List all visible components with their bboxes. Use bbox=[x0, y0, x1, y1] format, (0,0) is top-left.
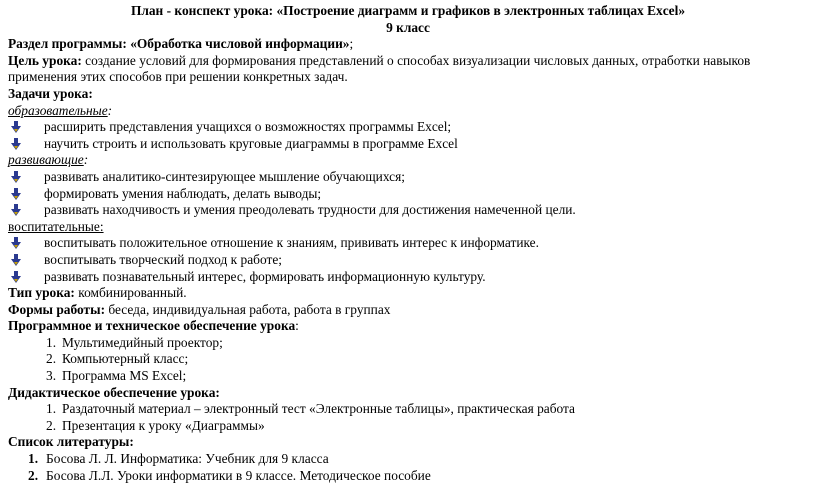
lesson-type-value: комбинированный. bbox=[74, 285, 187, 301]
group-title: образовательные bbox=[8, 102, 108, 118]
list-item: воспитывать положительное отношение к знаниям, прививать интерес к информатике. bbox=[8, 235, 816, 252]
list-item: 2. Компьютерный класс; bbox=[46, 351, 189, 367]
section-value: «Обработка числовой информации» bbox=[126, 36, 350, 52]
arrow-down-icon bbox=[11, 138, 21, 150]
arrow-down-icon bbox=[11, 121, 21, 133]
group-title: воспитательные: bbox=[8, 218, 104, 234]
group-heading-educational: образовательные: bbox=[8, 102, 113, 118]
section-suffix: ; bbox=[349, 36, 354, 52]
list-item: 1. Босова Л. Л. Информатика: Учебник для 9 класса bbox=[28, 451, 329, 467]
work-forms-value: беседа, индивидуальная работа, работа в группах bbox=[105, 301, 391, 317]
list-item: научить строить и использовать круговые диаграммы в программе Excel bbox=[8, 136, 816, 153]
arrow-down-icon bbox=[11, 188, 21, 200]
arrow-down-icon bbox=[11, 254, 21, 266]
list-item: расширить представления учащихся о возможностях программы Excel; bbox=[8, 119, 816, 136]
list-item: 1. Мультимедийный проектор; bbox=[46, 334, 223, 350]
list-item: 2. Босова Л.Л. Уроки информатики в 9 классе. Методическое пособие bbox=[28, 467, 431, 483]
lesson-type-line bbox=[8, 285, 816, 302]
goal-label: Цель урока: bbox=[8, 52, 82, 68]
literature-heading: Список литературы: bbox=[8, 434, 134, 450]
list-item: 1. Раздаточный материал – электронный тест «Электронные таблицы», практическая работа bbox=[46, 401, 576, 417]
goal-line bbox=[8, 53, 816, 70]
lesson-type-label: Тип урока: bbox=[8, 285, 75, 301]
list-item: 2. Презентация к уроку «Диаграммы» bbox=[46, 417, 265, 433]
group-heading-developmental: развивающие: bbox=[8, 152, 89, 168]
list-item: формировать умения наблюдать, делать выводы; bbox=[8, 186, 816, 203]
list-item: развивать познавательный интерес, формировать информационную культуру. bbox=[8, 269, 816, 286]
work-forms-line bbox=[8, 302, 816, 319]
list-item: 3. Программа MS Excel; bbox=[46, 368, 187, 384]
list-item: развивать аналитико-синтезирующее мышление обучающихся; bbox=[8, 169, 816, 186]
goal-line2: применения этих способов при решении конкретных задач. bbox=[8, 69, 348, 85]
software-heading: Программное и техническое обеспечение урока: bbox=[8, 318, 299, 334]
group-title: развивающие bbox=[8, 152, 84, 168]
goal-text1: создание условий для формирования представлений о способах визуализации числовых данных, отработки навыков bbox=[81, 52, 751, 68]
work-forms-label: Формы работы: bbox=[8, 301, 106, 317]
arrow-down-icon bbox=[11, 171, 21, 183]
arrow-down-icon bbox=[11, 204, 21, 216]
doc-title-line2: 9 класс bbox=[386, 19, 430, 35]
list-item: развивать находчивость и умения преодолевать трудности для достижения намеченной цели. bbox=[8, 202, 816, 219]
tasks-heading: Задачи урока: bbox=[8, 85, 93, 101]
doc-title-line1: План - конспект урока: «Построение диаграмм и графиков в электронных таблицах Excel» bbox=[130, 3, 686, 18]
section-line bbox=[8, 36, 816, 53]
list-item: воспитывать творческий подход к работе; bbox=[8, 252, 816, 269]
group-heading-upbringing bbox=[8, 219, 816, 236]
section-label: Раздел программы: bbox=[8, 36, 127, 52]
arrow-down-icon bbox=[11, 237, 21, 249]
arrow-down-icon bbox=[11, 271, 21, 283]
didactic-heading: Дидактическое обеспечение урока: bbox=[8, 384, 220, 400]
